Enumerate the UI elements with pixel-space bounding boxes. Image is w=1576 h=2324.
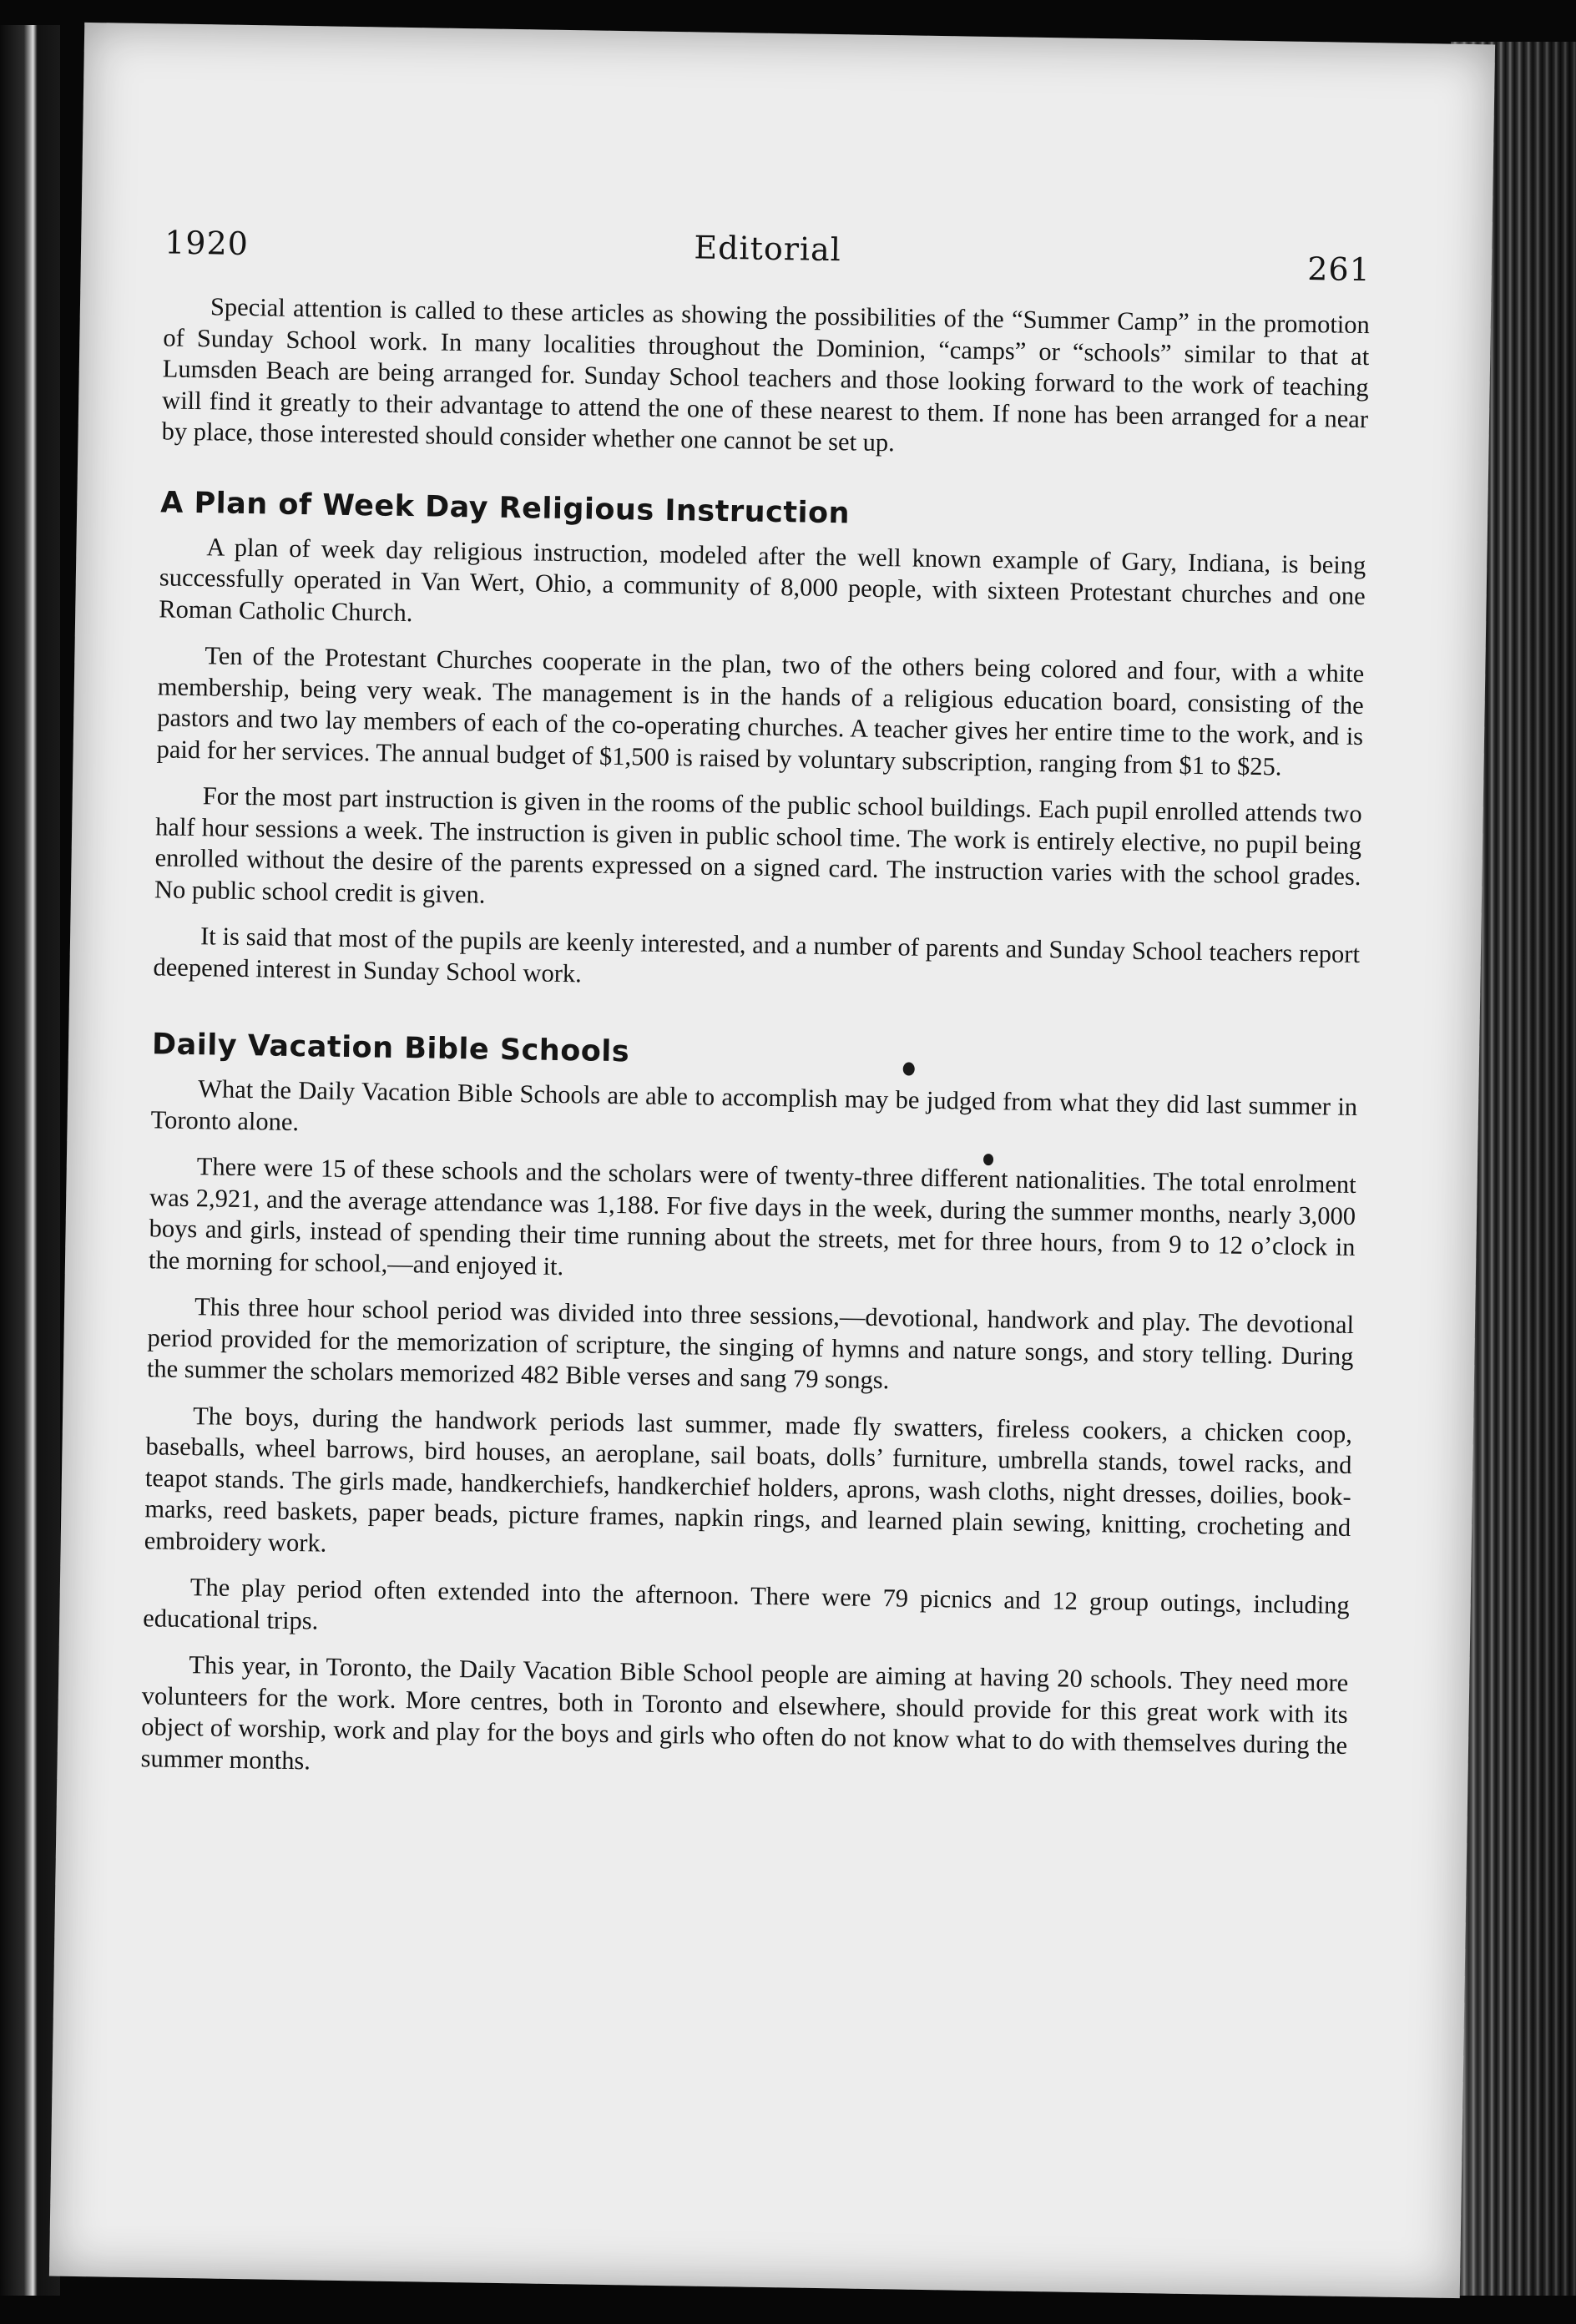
book-page	[49, 23, 1495, 2298]
section-week-day-instruction	[153, 486, 1366, 1002]
section-daily-vacation-bible-schools	[140, 1028, 1358, 1793]
paragraph: The boys, during the handwork periods last summer, made fly swatters, fireless cookers, a chicken coop, baseballs, wheel barrows, bird houses, an aeroplane, sail boats, dolls’ furniture, umbrella stands, towel racks, and teapot stands. The girls made, handkerchiefs, handkerchief holders, aprons, wash cloths, night dresses, doilies, book-marks, reed baskets, paper beads, picture frames, napkin rings, and learned plain sewing, knitting, crocheting and embroidery work.	[144, 1401, 1353, 1558]
header-title: Editorial	[694, 229, 842, 269]
left-book-binding	[0, 25, 60, 2296]
paragraph: This three hour school period was divided into three sessions,—devotional, handwork and play. The devotional period provided for the memorization of scripture, the singing of hymns and nature songs, and story telling. During the summer the scholars memorized 482 Bible verses and sang 79 songs.	[146, 1292, 1355, 1395]
paragraph: The play period often extended into the afternoon. There were 79 picnics and 12 group outings, including educational trips.	[143, 1573, 1350, 1635]
section-heading: Daily Vacation Bible Schools	[151, 1028, 630, 1069]
paragraph: A plan of week day religious instruction, modeled after the well known example of Gary, Indiana, is being successfully operated in Van Wert, Ohio, a community of 8,000 people, with sixteen Protestant churches and one Roman Catholic Church.	[159, 532, 1366, 627]
paragraph: This year, in Toronto, the Daily Vacation Bible School people are aiming at having 20 schools. They need more volunteers for the work. More centres, both in Toronto and elsewhere, should provide for this great work with its object of worship, work and play for the boys and girls who often do not know what to do with themselves during the summer months.	[140, 1650, 1349, 1775]
page-content	[140, 224, 1371, 1807]
paragraph: It is said that most of the pupils are keenly interested, and a number of parents and Sunday School teachers report deepened interest in Sunday School work.	[153, 922, 1361, 988]
header-year: 1920	[164, 224, 250, 263]
section-heading: A Plan of Week Day Religious Instruction	[159, 485, 851, 530]
paragraph: For the most part instruction is given in the rooms of the public school buildings. Each pupil enrolled attends two half hour sessions a week. The instruction is given in public school time. The work is entirely elective, no pupil being enrolled without the desire of the parents expressed on a signed card. The instruction varies with the school grades. No public school credit is given.	[154, 781, 1362, 909]
paragraph: Ten of the Protestant Churches cooperate in the plan, two of the others being colored and four, with a white membership, being very weak. The management is in the hands of a religious education board, consisting of the pastors and two lay members of each of the co-operating churches. A teacher gives her entire time to the work, and is paid for her services. The annual budget of $1,500 is raised by voluntary subscription, ranging from $1 to $25.	[156, 641, 1365, 781]
page-number: 261	[1306, 250, 1371, 289]
paragraph: There were 15 of these schools and the scholars were of twenty-three different nationalities. The total enrolment was 2,921, and the average attendance was 1,188. For five days in the week, during the summer months, nearly 3,000 boys and girls, instead of spending their time running about the streets, met for three hours, from 9 to 12 o’clock in the morning for school,—and enjoyed it.	[148, 1152, 1356, 1281]
paragraph: What the Daily Vacation Bible Schools are able to accomplish may be judged from what they did last summer in Toronto alone.	[150, 1074, 1358, 1136]
intro-paragraph: Special attention is called to these articles as showing the possibilities of the “Summer Camp” in the promotion of Sunday School work. In many localities throughout the Dominion, “camps” or “schools” similar to that at Lumsden Beach are being arranged for. Sunday School teachers and those looking forward to the work of teaching will find it greatly to their advantage to attend the one of these nearest to them. If none has been arranged for a near by place, those interested should consider whether one cannot be set up.	[161, 292, 1371, 457]
